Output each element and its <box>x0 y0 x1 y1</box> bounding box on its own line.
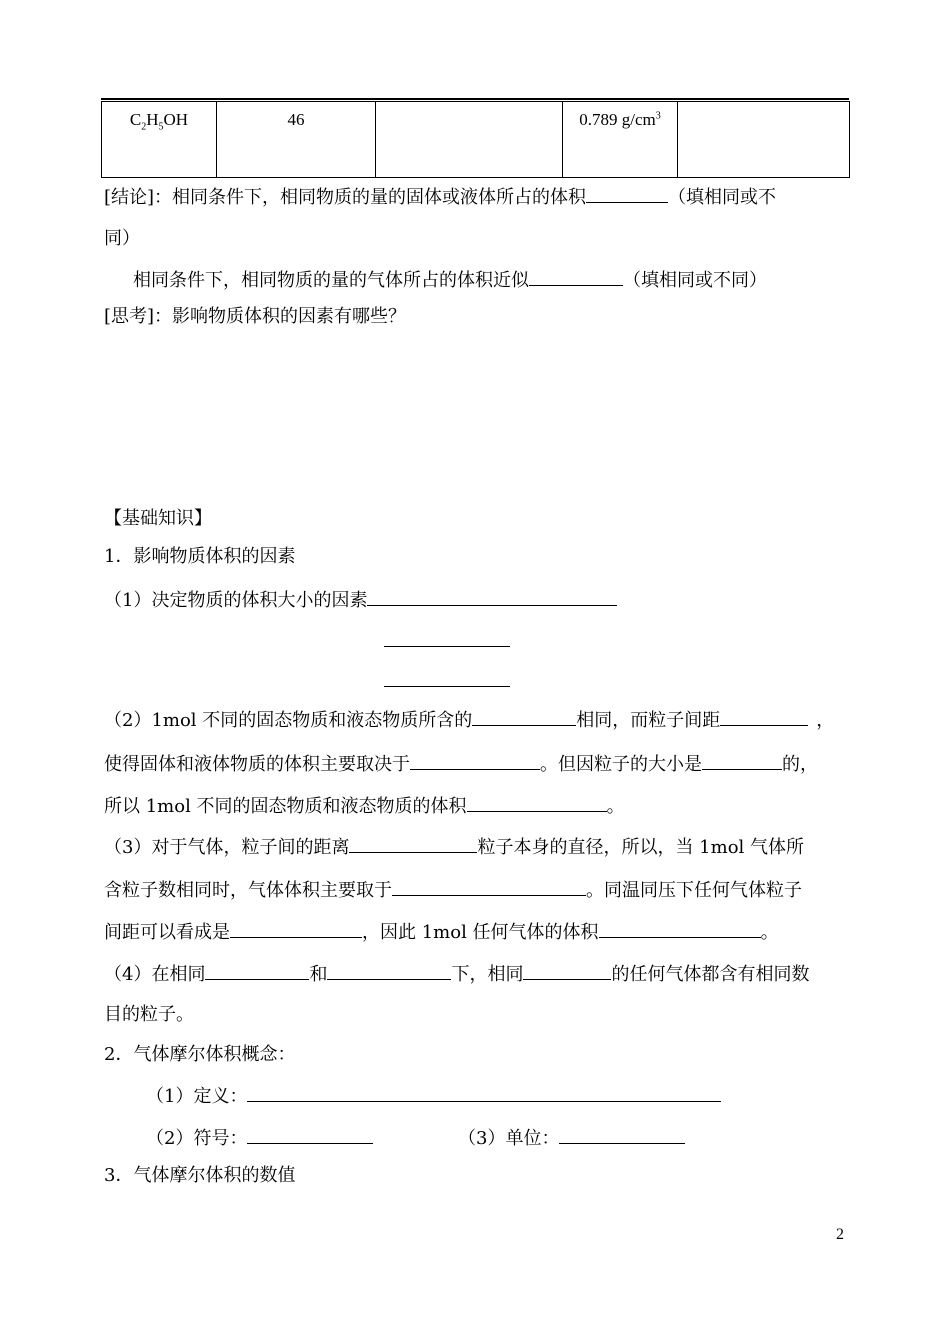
conclusion-line1b: 同） <box>104 228 140 249</box>
section-1-4-line1: （4）在相同 和 下，相同 的任何气体都含有相同数 <box>104 961 809 986</box>
answer-blank[interactable] <box>586 184 668 203</box>
section-1-2-line3: 所以 1mol 不同的固态物质和液态物质的体积 。 <box>104 793 625 818</box>
page-number: 2 <box>836 1226 844 1243</box>
section-3-title: 3．气体摩尔体积的数值 <box>104 1165 296 1186</box>
section-1-title: 1．影响物质体积的因素 <box>104 546 296 567</box>
answer-blank[interactable] <box>367 587 617 606</box>
answer-blank[interactable] <box>559 1125 685 1144</box>
answer-blank[interactable] <box>247 1125 373 1144</box>
section-2-3: （3）单位： <box>458 1125 685 1150</box>
think-question: [思考]：影响物质体积的因素有哪些？ <box>104 306 407 327</box>
section-2-2: （2）符号： <box>146 1125 373 1150</box>
molar-mass-cell: 46 <box>217 102 376 178</box>
top-rule <box>101 98 849 100</box>
answer-blank[interactable] <box>410 751 540 770</box>
answer-blank[interactable] <box>230 919 362 938</box>
section-1-2-line1: （2）1mol 不同的固态物质和液态物质所含的 相同，而粒子间距 ， <box>104 707 834 732</box>
answer-blank[interactable] <box>327 961 451 980</box>
data-table <box>101 101 850 178</box>
section-1-3-line2: 含粒子数相同时，气体体积主要取于 。同温同压下任何气体粒子 <box>104 877 802 902</box>
answer-blank[interactable] <box>384 686 510 687</box>
answer-blank[interactable] <box>205 961 309 980</box>
conclusion-line1: [结论]：相同条件下，相同物质的量的固体或液体所占的体积 （填相同或不 <box>104 184 776 209</box>
section-2-1: （1）定义： <box>146 1083 721 1108</box>
answer-blank[interactable] <box>702 751 782 770</box>
section-1-3-line3: 间距可以看成是 ，因此 1mol 任何气体的体积 。 <box>104 919 779 944</box>
answer-blank[interactable] <box>247 1083 721 1102</box>
basics-title: 【基础知识】 <box>104 508 212 529</box>
density-cell: 0.789 $g/cm^3$ <box>563 102 678 178</box>
answer-blank[interactable] <box>392 877 586 896</box>
section-1-3-line1: （3）对于气体，粒子间的距离 粒子本身的直径，所以，当 1mol 气体所 <box>104 834 804 859</box>
empty-cell <box>678 102 850 178</box>
answer-blank[interactable] <box>720 707 808 726</box>
conclusion-line2: 相同条件下，相同物质的量的气体所占的体积近似 （填相同或不同） <box>133 267 767 292</box>
answer-blank[interactable] <box>467 793 607 812</box>
answer-blank[interactable] <box>349 834 477 853</box>
answer-blank[interactable] <box>529 267 623 286</box>
empty-cell <box>376 102 563 178</box>
section-1-4-line2: 目的粒子。 <box>104 1004 194 1025</box>
formula-cell: $C_2H_5OH$ <box>102 102 217 178</box>
table-row <box>102 102 850 178</box>
section-1-2-line2: 使得固体和液体物质的体积主要取决于 。但因粒子的大小是 的， <box>104 751 818 776</box>
answer-blank[interactable] <box>472 707 576 726</box>
section-1-1: （1）决定物质的体积大小的因素 <box>104 587 617 612</box>
answer-blank[interactable] <box>599 919 761 938</box>
section-2-title: 2．气体摩尔体积概念： <box>104 1044 296 1065</box>
answer-blank[interactable] <box>523 961 611 980</box>
answer-blank[interactable] <box>384 646 510 647</box>
